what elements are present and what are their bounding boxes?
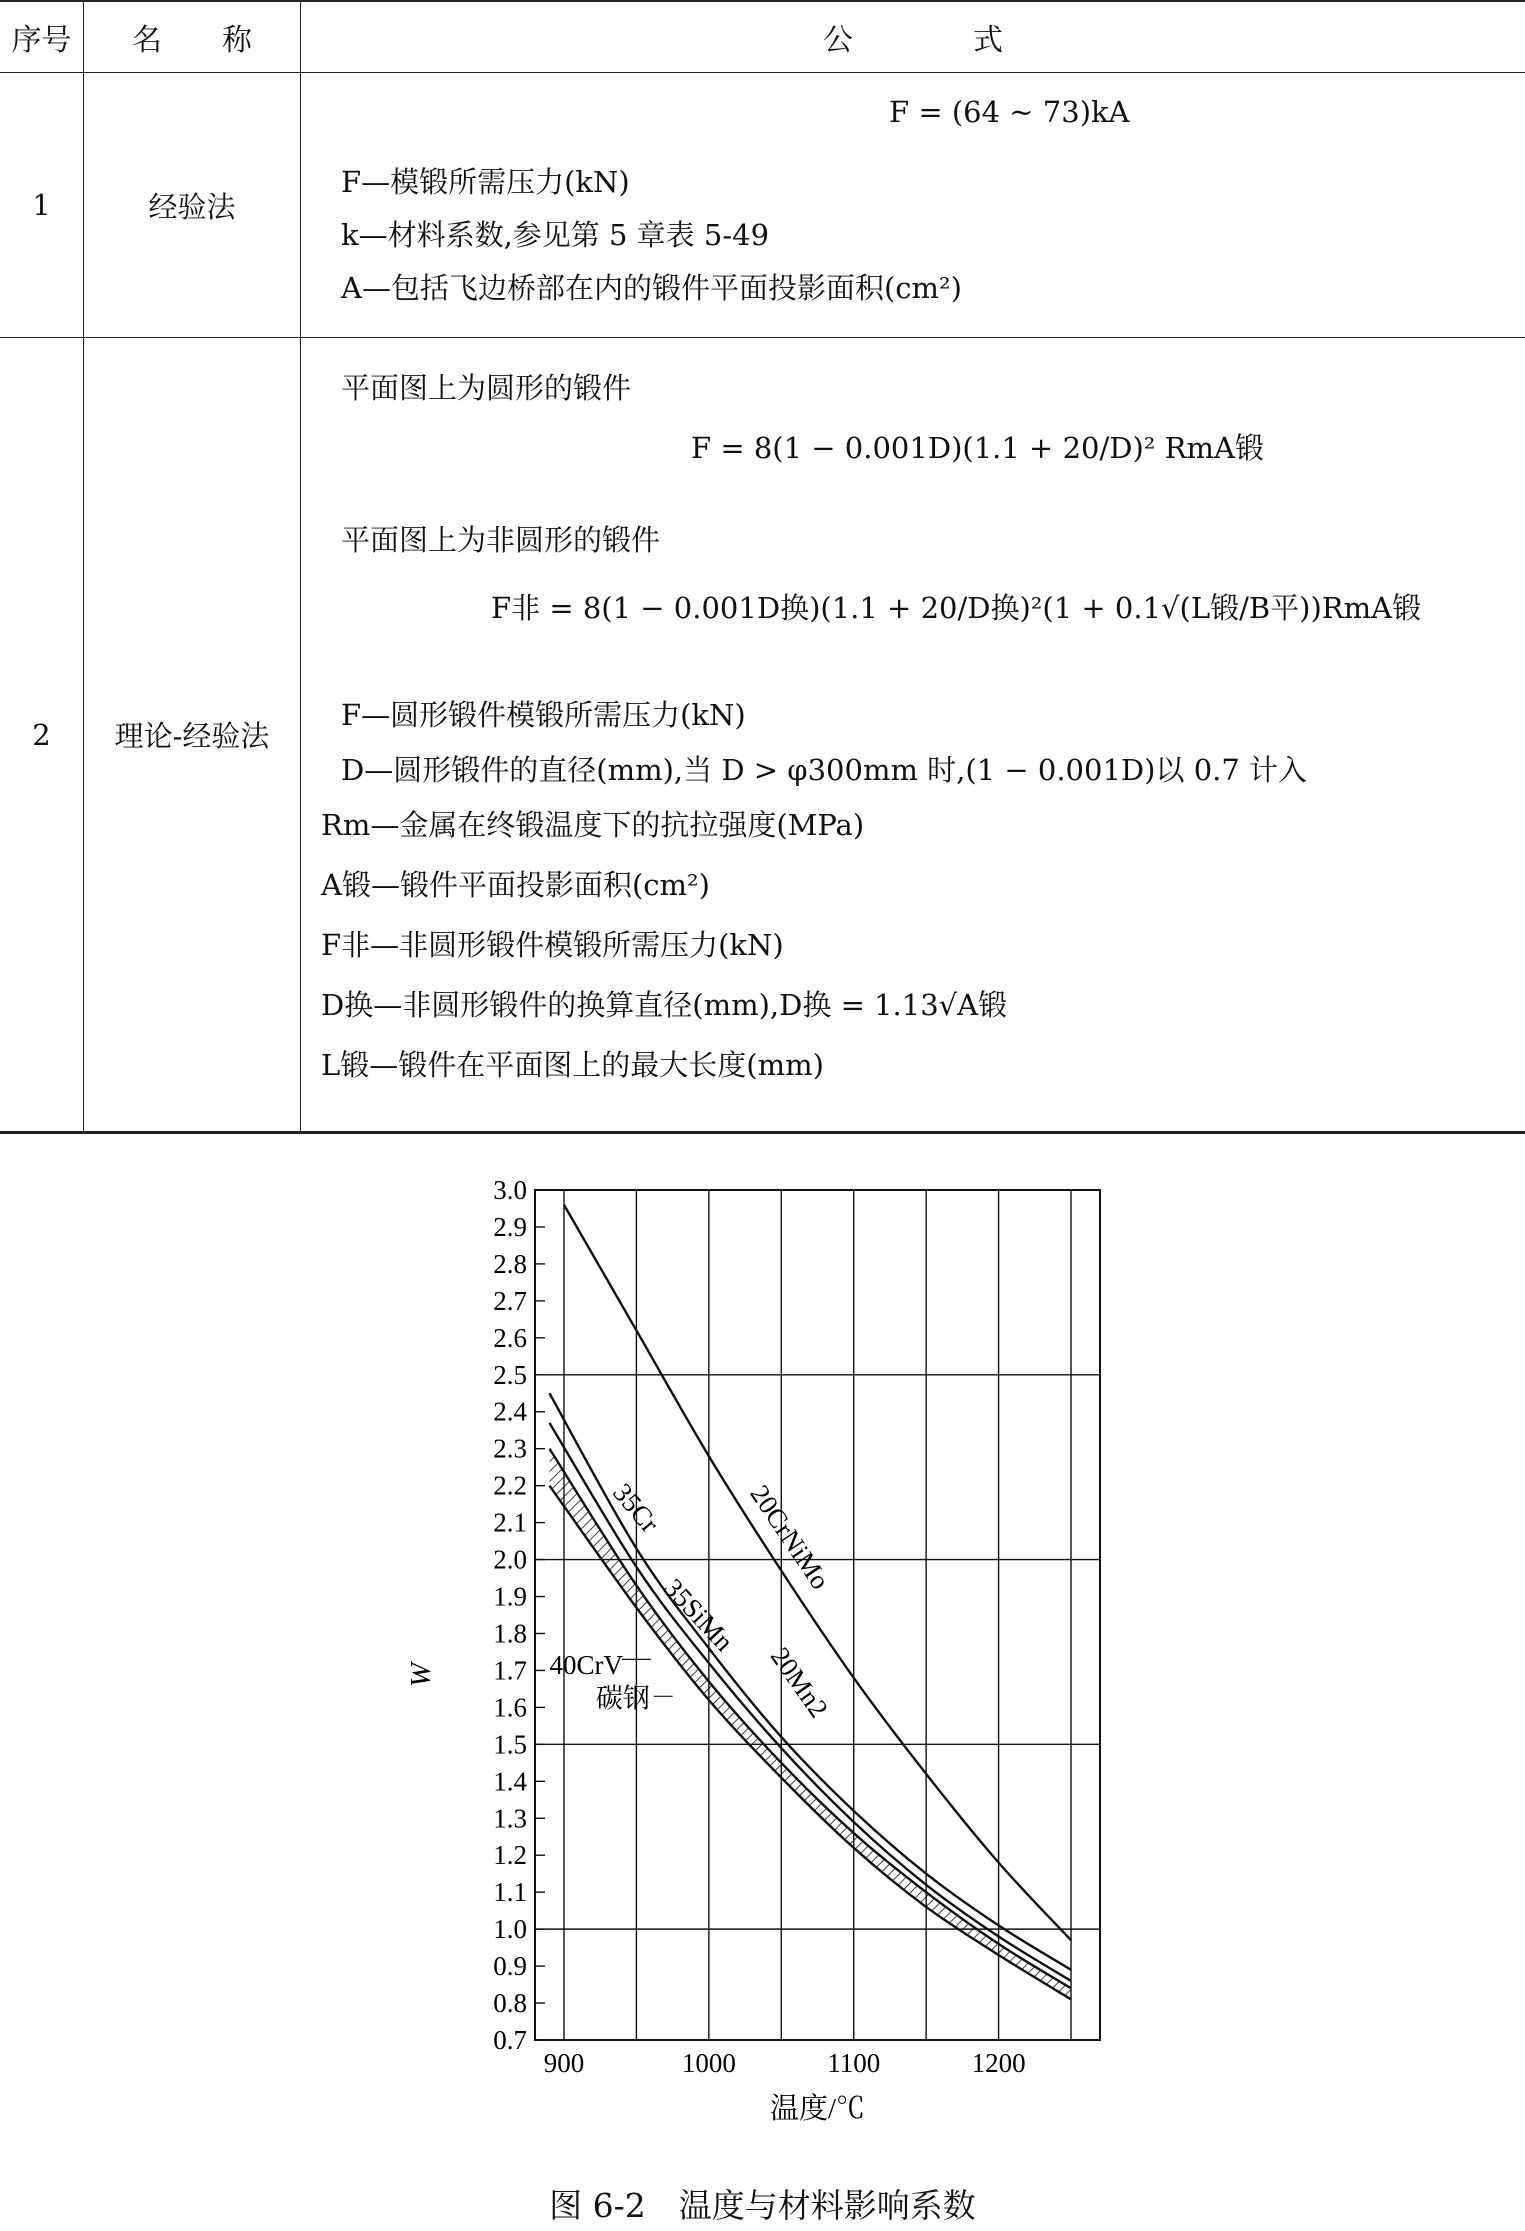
y-axis-label: W: [405, 1662, 437, 1688]
row-formula-cell: [301, 338, 1525, 1133]
y-tick-label: 1.9: [493, 1581, 527, 1612]
row-name: 理论-经验法: [84, 338, 301, 1133]
chart-labels: [405, 1478, 865, 2125]
def-line: D—圆形锻件的直径(mm),当 D > φ300mm 时,(1 − 0.001D)以 0.7 计入: [341, 753, 1308, 787]
x-axis-label: 温度/℃: [769, 2093, 866, 2125]
series-label-20Mn2: 20Mn2: [764, 1641, 835, 1724]
def-line: A—包括飞边桥部在内的锻件平面投影面积(cm²): [341, 271, 962, 305]
x-tick-label: 900: [543, 2048, 585, 2078]
x-tick-label: 1200: [971, 2048, 1026, 2078]
def-line: F—圆形锻件模锻所需压力(kN): [341, 698, 746, 732]
y-tick-label: 2.4: [493, 1396, 527, 1427]
y-tick-label: 2.0: [493, 1544, 527, 1575]
table-row: [0, 338, 1525, 1133]
y-tick-label: 1.2: [493, 1840, 527, 1871]
header-name: 名 称: [84, 1, 301, 73]
x-tick-label: 1100: [827, 2048, 881, 2078]
plot-frame: [535, 1190, 1100, 2040]
y-tick-label: 2.2: [493, 1470, 527, 1501]
y-tick-label: 0.7: [493, 2025, 527, 2055]
series-label-35SiMn: 35SiMn: [658, 1572, 740, 1657]
series-label-35Cr: 35Cr: [607, 1477, 665, 1539]
y-tick-label: 1.7: [493, 1655, 527, 1686]
y-tick-label: 1.3: [493, 1803, 527, 1834]
y-tick-label: 3.0: [493, 1175, 527, 1205]
row-formula-cell: [301, 73, 1525, 338]
def-line: k—材料系数,参见第 5 章表 5-49: [341, 218, 770, 252]
band-fill: [549, 1449, 1071, 2000]
def-line: Rm—金属在终锻温度下的抗拉强度(MPa): [321, 808, 865, 842]
y-tick-label: 2.1: [493, 1507, 527, 1538]
def-line: F—模锻所需压力(kN): [341, 165, 630, 199]
chart-series: [549, 1205, 1071, 2000]
y-tick-label: 0.8: [493, 1988, 527, 2019]
figure-caption: 图 6-2 温度与材料影响系数: [549, 2186, 976, 2225]
formula-round: F = 8(1 − 0.001D)(1.1 + 20/D)² RmA锻: [691, 431, 1264, 465]
carbon-steel-band: [549, 1449, 1071, 2000]
y-tick-label: 2.7: [493, 1285, 527, 1316]
chart-ticks: [493, 1175, 1025, 2078]
table-row: [0, 73, 1525, 338]
def-line: D换—非圆形锻件的换算直径(mm),D换 = 1.13√A锻: [321, 988, 1008, 1022]
band-label: 碳钢: [595, 1683, 650, 1714]
row-no: 2: [0, 338, 84, 1133]
header-formula: 公 式: [301, 1, 1525, 73]
def-line: F非—非圆形锻件模锻所需压力(kN): [321, 928, 784, 962]
y-tick-label: 1.1: [493, 1877, 527, 1908]
y-tick-label: 2.6: [493, 1322, 527, 1353]
formula-nonround: F非 = 8(1 − 0.001D换)(1.1 + 20/D换)²(1 + 0.1√(L锻/B平))RmA锻: [491, 591, 1422, 625]
row-name: 经验法: [84, 73, 301, 338]
def-line: A锻—锻件平面投影面积(cm²): [321, 868, 710, 902]
y-tick-label: 2.3: [493, 1433, 527, 1464]
intro-nonround: 平面图上为非圆形的锻件: [341, 523, 661, 557]
series-label-40CrV: 40CrV: [549, 1650, 623, 1681]
x-tick-label: 1000: [681, 2048, 736, 2078]
series-label-20CrNiMo: 20CrNiMo: [744, 1479, 836, 1595]
intro-round: 平面图上为圆形的锻件: [341, 371, 632, 405]
temperature-coefficient-chart: [405, 1165, 1130, 2125]
header-no: 序号: [0, 1, 84, 73]
y-tick-label: 2.8: [493, 1248, 527, 1279]
y-tick-label: 1.4: [493, 1766, 527, 1797]
y-tick-label: 1.0: [493, 1914, 527, 1945]
y-tick-label: 2.5: [493, 1359, 527, 1390]
chart-grid: [535, 1190, 1100, 2040]
y-tick-label: 1.6: [493, 1692, 527, 1723]
formula-empirical: F = (64 ~ 73)kA: [889, 95, 1130, 129]
row-no: 1: [0, 73, 84, 338]
y-tick-label: 0.9: [493, 1951, 527, 1982]
y-tick-label: 1.5: [493, 1729, 527, 1760]
y-tick-label: 1.8: [493, 1618, 527, 1649]
table-header-row: [0, 1, 1525, 73]
def-line: L锻—锻件在平面图上的最大长度(mm): [321, 1048, 824, 1082]
y-tick-label: 2.9: [493, 1211, 527, 1242]
